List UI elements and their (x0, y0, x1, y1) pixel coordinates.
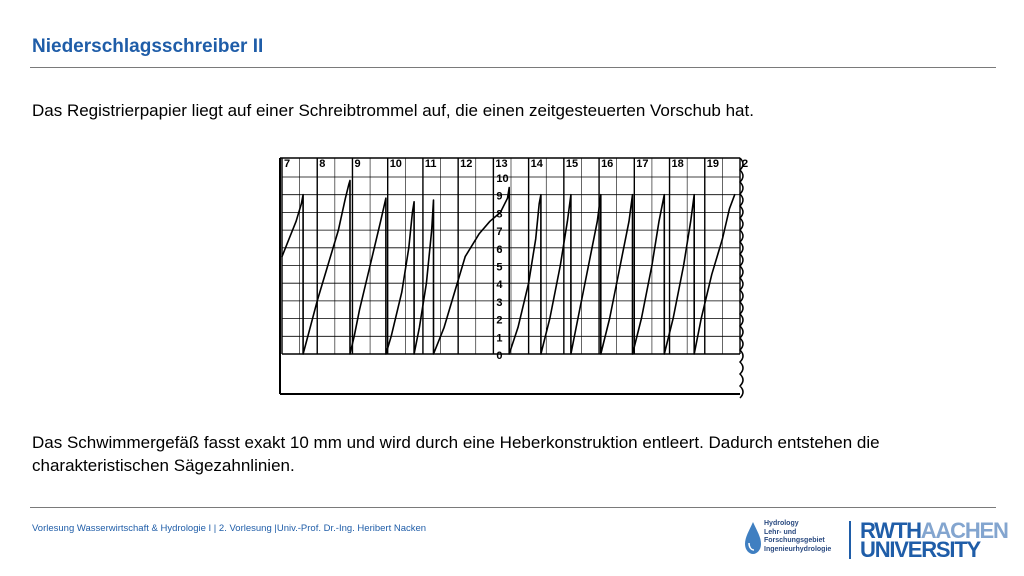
hour-tick-label: 7 (284, 158, 291, 170)
hour-tick-label: 17 (636, 158, 649, 170)
precipitation-trace (282, 181, 735, 355)
hour-tick-label: 12 (460, 158, 473, 170)
mm-tick-label: 1 (496, 332, 503, 345)
water-drop-icon (744, 521, 762, 555)
mm-tick-label: 10 (496, 173, 509, 185)
mm-tick-label: 3 (496, 296, 503, 309)
title-divider (30, 67, 996, 68)
hour-tick-label: 8 (319, 158, 326, 170)
rwth-logo-line2: UNIVERSITY (860, 537, 981, 562)
hour-tick-label: 19 (706, 158, 720, 170)
rwth-logo (860, 518, 1008, 563)
hydrology-logo-text (764, 520, 831, 554)
hour-tick-label: 14 (530, 158, 543, 170)
mm-tick-label: 4 (496, 279, 503, 292)
hydrology-logo (744, 519, 854, 563)
hour-tick-label: 11 (424, 158, 437, 170)
hour-tick-label: 9 (354, 158, 361, 170)
mm-tick-label: 0 (496, 350, 503, 362)
hour-tick-label: 10 (389, 158, 402, 170)
rwth-logo-aachen: AACHEN (920, 518, 1008, 543)
hour-tick-label: 2 (742, 158, 749, 170)
footer-divider (30, 507, 996, 508)
slide-title: Niederschlagsschreiber II (32, 36, 264, 57)
hydrology-logo-line: Forschungsgebiet (764, 537, 825, 545)
footer-text: Vorlesung Wasserwirtschaft & Hydrologie I | 2. Vorlesung |Univ.-Prof. Dr.-Ing. Heribert Nacken (32, 523, 427, 534)
hydrology-logo-line: Ingenieurhydrologie (764, 545, 832, 553)
mm-tick-label: 2 (496, 314, 503, 327)
hydrology-logo-line: Lehr- und (764, 528, 797, 536)
rain-gauge-chart (270, 150, 760, 400)
rwth-logo-rwth: RWTH (860, 518, 921, 543)
mm-tick-label: 7 (496, 226, 503, 239)
mm-tick-label: 6 (496, 243, 503, 256)
recording-paper (270, 150, 760, 400)
hour-tick-label: 16 (601, 158, 614, 170)
body-text: Das Schwimmergefäß fasst exakt 10 mm und wird durch eine Heberkonstruktion entleert. Dadurch entstehen die charakteristischen Sägezahnlinien. (32, 433, 880, 475)
hour-tick-label: 18 (671, 158, 684, 170)
hydrology-logo-line: Hydrology (764, 520, 799, 527)
logo-separator (849, 521, 851, 559)
intro-text: Das Registrierpapier liegt auf einer Schreibtrommel auf, die einen zeitgesteuerten Vorschub hat. (32, 101, 754, 120)
hour-tick-label: 15 (565, 158, 579, 170)
mm-tick-label: 9 (496, 190, 503, 203)
mm-tick-label: 8 (496, 208, 503, 221)
hour-tick-label: 13 (495, 158, 508, 170)
mm-tick-label: 5 (496, 261, 503, 274)
